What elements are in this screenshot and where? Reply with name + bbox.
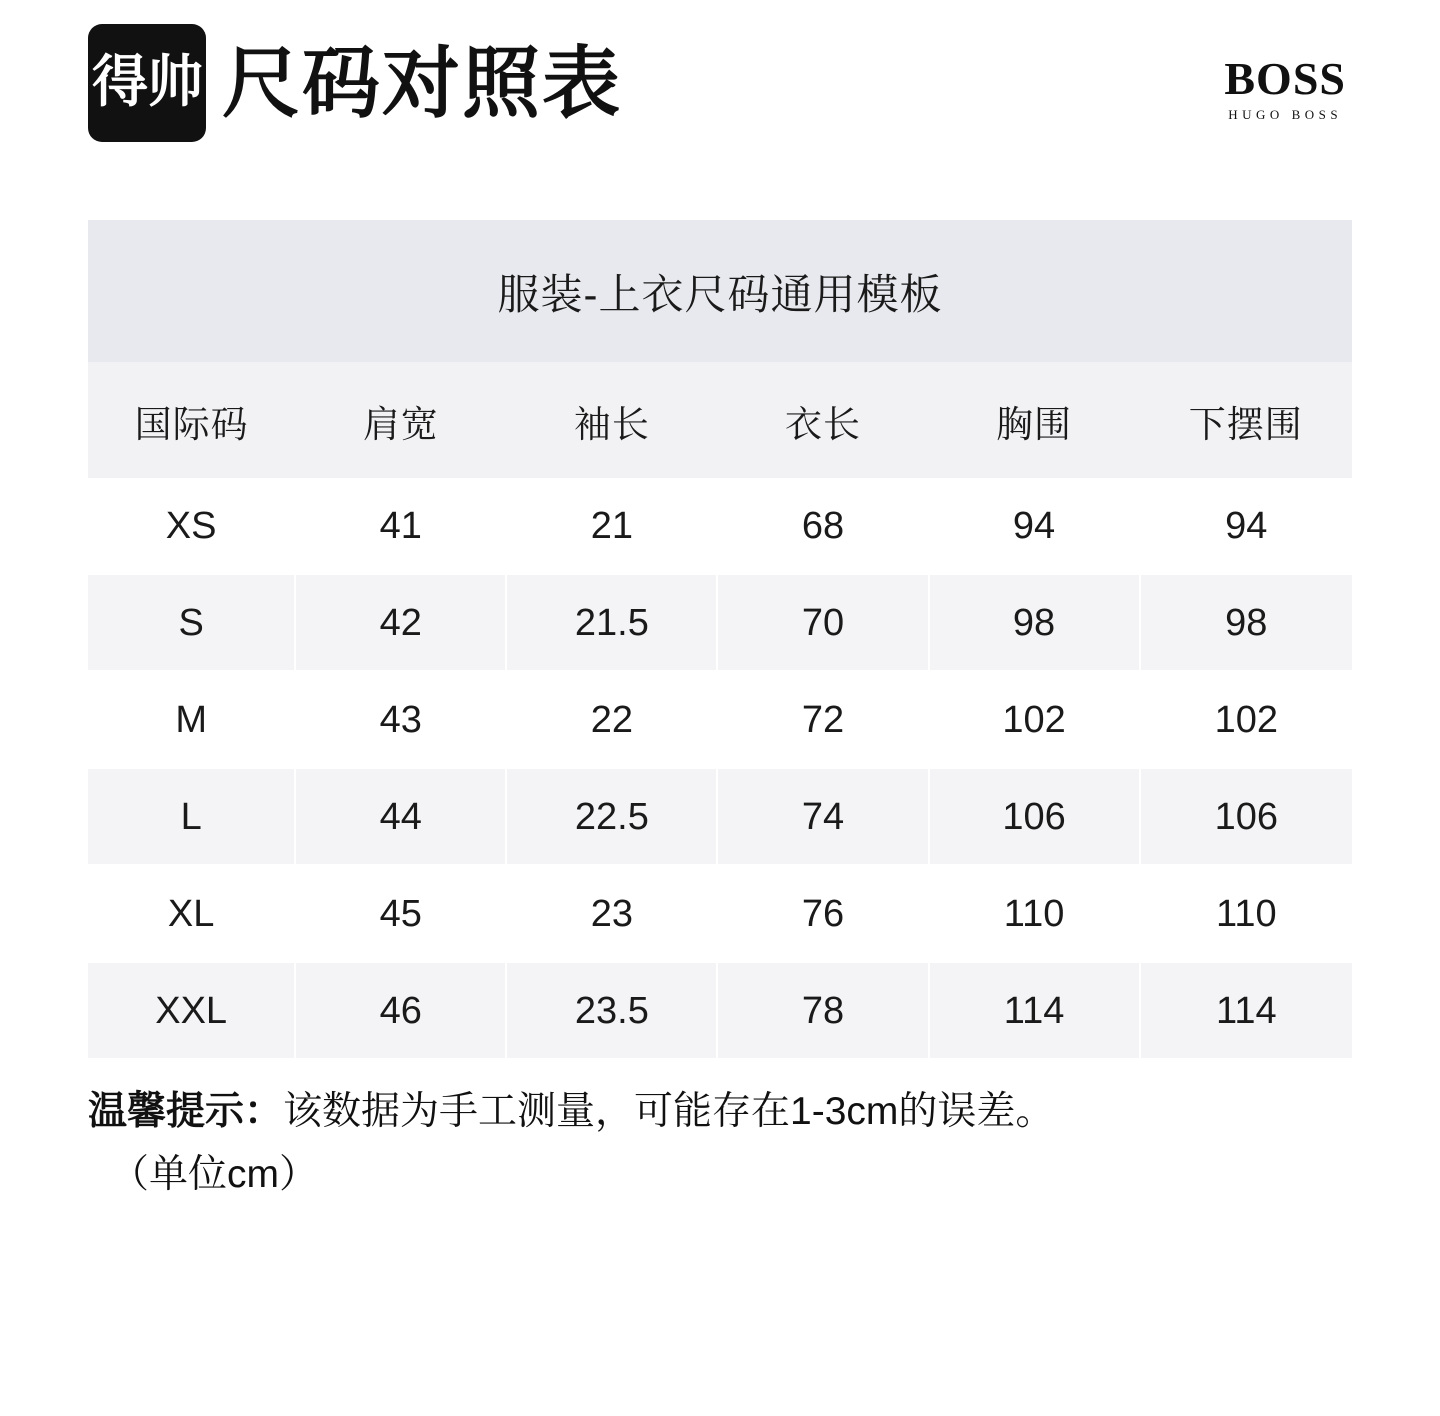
cell-sleeve: 22 — [506, 671, 717, 768]
cell-size: XL — [88, 865, 295, 962]
cell-shoulder: 42 — [295, 574, 506, 671]
table-row — [88, 671, 1352, 768]
cell-bust: 102 — [929, 671, 1140, 768]
cell-length: 76 — [717, 865, 928, 962]
size-table-wrapper — [88, 220, 1352, 1058]
cell-bust: 114 — [929, 962, 1140, 1058]
shop-logo-text: 得帅 — [92, 50, 202, 115]
hugo-boss-logo — [1224, 24, 1352, 123]
cell-shoulder: 46 — [295, 962, 506, 1058]
hugo-boss-logo-main: BOSS — [1224, 53, 1346, 104]
note-text: 该数据为手工测量，可能存在1-3cm的误差。 — [283, 1090, 1055, 1133]
cell-hem: 110 — [1140, 865, 1352, 962]
cell-hem: 102 — [1140, 671, 1352, 768]
column-header-bust: 胸围 — [929, 362, 1140, 478]
table-row — [88, 865, 1352, 962]
table-header-row — [88, 362, 1352, 478]
column-header-sleeve: 袖长 — [506, 362, 717, 478]
cell-length: 70 — [717, 574, 928, 671]
size-table-head — [88, 362, 1352, 478]
cell-shoulder: 45 — [295, 865, 506, 962]
size-table-caption: 服装-上衣尺码通用模板 — [88, 220, 1352, 362]
column-header-intl-size: 国际码 — [88, 362, 295, 478]
note-label: 温馨提示： — [88, 1090, 284, 1133]
cell-length: 74 — [717, 768, 928, 865]
cell-hem: 98 — [1140, 574, 1352, 671]
cell-sleeve: 23.5 — [506, 962, 717, 1058]
cell-length: 68 — [717, 478, 928, 574]
cell-size: S — [88, 574, 295, 671]
cell-size: XS — [88, 478, 295, 574]
table-row — [88, 478, 1352, 574]
size-table — [88, 220, 1352, 1058]
cell-bust: 106 — [929, 768, 1140, 865]
column-header-shoulder: 肩宽 — [295, 362, 506, 478]
cell-bust: 98 — [929, 574, 1140, 671]
table-row — [88, 962, 1352, 1058]
cell-size: XXL — [88, 962, 295, 1058]
measurement-note — [88, 1084, 1352, 1203]
column-header-hem: 下摆围 — [1140, 362, 1352, 478]
cell-shoulder: 41 — [295, 478, 506, 574]
cell-shoulder: 44 — [295, 768, 506, 865]
cell-hem: 114 — [1140, 962, 1352, 1058]
size-table-body — [88, 478, 1352, 1058]
cell-length: 78 — [717, 962, 928, 1058]
cell-size: L — [88, 768, 295, 865]
cell-sleeve: 21.5 — [506, 574, 717, 671]
cell-length: 72 — [717, 671, 928, 768]
cell-size: M — [88, 671, 295, 768]
column-header-length: 衣长 — [717, 362, 928, 478]
page-header — [0, 0, 1440, 200]
cell-sleeve: 23 — [506, 865, 717, 962]
cell-shoulder: 43 — [295, 671, 506, 768]
note-unit: （单位cm） — [110, 1152, 318, 1196]
table-row — [88, 574, 1352, 671]
cell-bust: 110 — [929, 865, 1140, 962]
cell-sleeve: 21 — [506, 478, 717, 574]
cell-hem: 106 — [1140, 768, 1352, 865]
cell-sleeve: 22.5 — [506, 768, 717, 865]
hugo-boss-logo-sub: HUGO BOSS — [1228, 107, 1343, 122]
cell-hem: 94 — [1140, 478, 1352, 574]
shop-logo-badge — [88, 24, 206, 142]
page-title: 尺码对照表 — [222, 39, 623, 127]
table-row — [88, 768, 1352, 865]
cell-bust: 94 — [929, 478, 1140, 574]
brand-block — [88, 24, 1224, 142]
